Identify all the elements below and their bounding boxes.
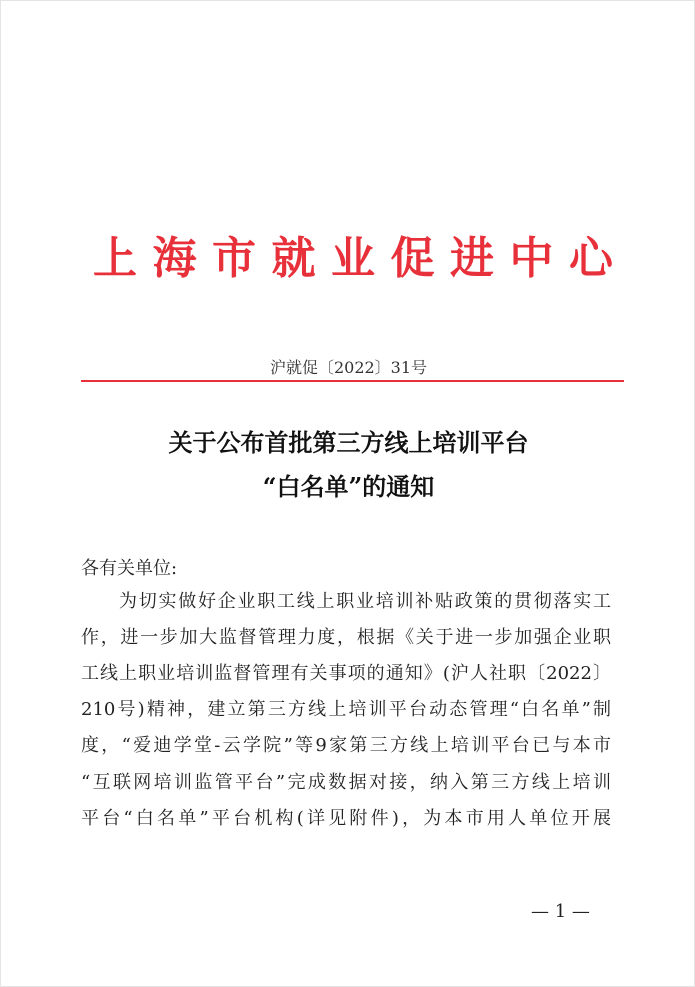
red-divider (81, 380, 624, 382)
salutation: 各有关单位: (81, 558, 178, 579)
body-line: 210号)精神，建立第三方线上培训平台动态管理“白名单”制 (81, 699, 611, 720)
body-line: “互联网培训监管平台”完成数据对接，纳入第三方线上培训 (81, 772, 611, 793)
document-number: 沪就促〔2022〕31号 (269, 358, 428, 377)
title-line-1: 关于公布首批第三方线上培训平台 (168, 428, 529, 457)
body-line: 工线上职业培训监督管理有关事项的通知》(沪人社职〔2022〕 (81, 663, 611, 684)
page-number: — 1 — (531, 901, 590, 922)
body-line: 作，进一步加大监督管理力度，根据《关于进一步加强企业职 (81, 627, 611, 648)
title-line-2: “白名单”的通知 (262, 472, 435, 501)
issuing-organization: 上海市就业促进中心 (93, 233, 613, 284)
body-line: 为切实做好企业职工线上职业培训补贴政策的贯彻落实工 (119, 591, 611, 612)
body-line: 度，“爱迪学堂-云学院”等9家第三方线上培训平台已与本市 (81, 735, 611, 756)
body-line: 平台“白名单”平台机构(详见附件)，为本市用人单位开展 (81, 808, 611, 829)
